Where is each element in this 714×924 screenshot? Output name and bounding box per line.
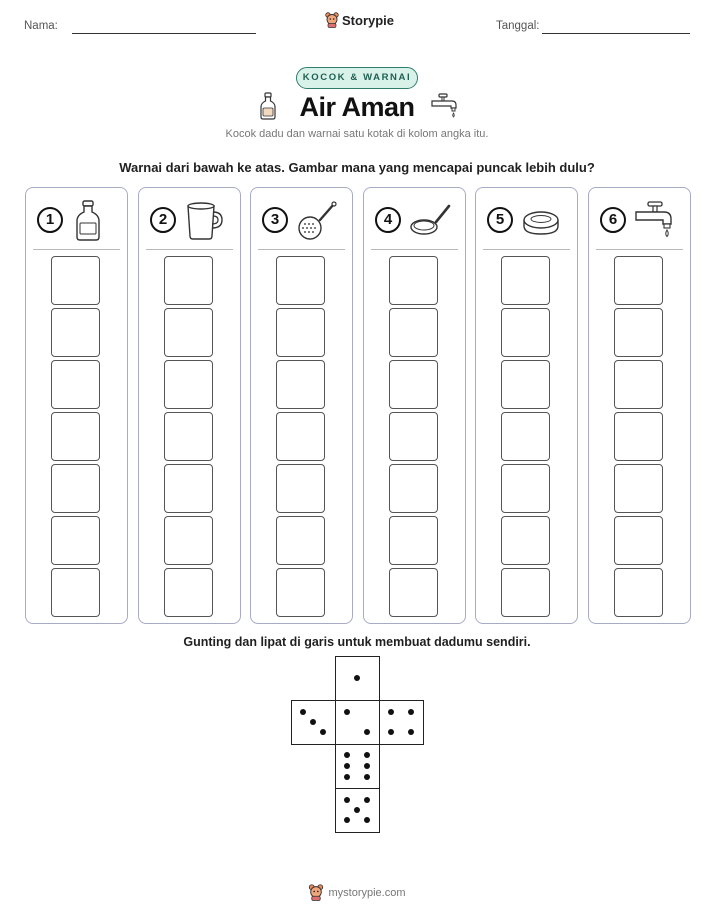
column-header <box>589 188 690 250</box>
die-pip <box>364 763 370 769</box>
cut-instruction: Gunting dan lipat di garis untuk membuat dadumu sendiri. <box>183 635 531 649</box>
footer <box>0 884 714 901</box>
cup-icon <box>184 198 224 242</box>
brand-logo <box>325 12 394 28</box>
color-box[interactable] <box>501 568 550 617</box>
color-box[interactable] <box>164 568 213 617</box>
date-line[interactable] <box>542 33 690 34</box>
column-4 <box>363 187 466 624</box>
color-box[interactable] <box>614 516 663 565</box>
die-pip <box>354 675 360 681</box>
color-box[interactable] <box>276 256 325 305</box>
color-box[interactable] <box>51 464 100 513</box>
name-label: Nama: <box>24 20 58 32</box>
die-pip <box>354 807 360 813</box>
color-box[interactable] <box>276 568 325 617</box>
frying-pan-icon <box>409 198 451 242</box>
column-divider <box>483 249 570 250</box>
column-number: 2 <box>150 207 176 233</box>
color-box[interactable] <box>501 360 550 409</box>
color-box[interactable] <box>614 464 663 513</box>
color-box[interactable] <box>164 516 213 565</box>
color-box[interactable] <box>614 256 663 305</box>
column-divider <box>146 249 233 250</box>
box-stack <box>276 256 325 620</box>
color-box[interactable] <box>276 308 325 357</box>
color-box[interactable] <box>164 464 213 513</box>
color-box[interactable] <box>501 412 550 461</box>
color-box[interactable] <box>614 568 663 617</box>
color-box[interactable] <box>501 464 550 513</box>
faucet-icon <box>430 92 458 118</box>
die-pip <box>344 752 350 758</box>
color-box[interactable] <box>51 516 100 565</box>
die-pip <box>320 729 326 735</box>
color-box[interactable] <box>389 308 438 357</box>
die-face-three <box>291 700 336 745</box>
color-box[interactable] <box>501 308 550 357</box>
bear-logo-icon <box>325 12 339 28</box>
color-box[interactable] <box>614 308 663 357</box>
box-stack <box>614 256 663 620</box>
page-subtitle: Kocok dadu dan warnai satu kotak di kolom angka itu. <box>225 128 489 140</box>
color-box[interactable] <box>276 360 325 409</box>
color-box[interactable] <box>501 256 550 305</box>
color-box[interactable] <box>164 412 213 461</box>
die-pip <box>300 709 306 715</box>
color-box[interactable] <box>276 412 325 461</box>
column-divider <box>258 249 345 250</box>
die-pip <box>408 729 414 735</box>
column-1 <box>25 187 128 624</box>
column-divider <box>33 249 120 250</box>
die-face-six <box>335 744 380 789</box>
die-pip <box>388 729 394 735</box>
color-box[interactable] <box>389 360 438 409</box>
die-pip <box>344 797 350 803</box>
box-stack <box>164 256 213 620</box>
category-badge: KOCOK & WARNAI <box>296 67 418 89</box>
column-divider <box>371 249 458 250</box>
box-stack <box>501 256 550 620</box>
column-number: 6 <box>600 207 626 233</box>
column-header <box>26 188 127 250</box>
die-pip <box>344 763 350 769</box>
column-2 <box>138 187 241 624</box>
column-divider <box>596 249 683 250</box>
die-face-one <box>335 656 380 701</box>
die-pip <box>364 774 370 780</box>
color-box[interactable] <box>389 412 438 461</box>
footer-website[interactable]: mystorypie.com <box>328 886 406 899</box>
brand-name: Storypie <box>342 12 395 28</box>
die-pip <box>344 709 350 715</box>
die-pip <box>364 752 370 758</box>
color-box[interactable] <box>51 412 100 461</box>
name-line[interactable] <box>72 33 256 34</box>
die-pip <box>364 797 370 803</box>
color-box[interactable] <box>164 256 213 305</box>
column-number: 1 <box>37 207 63 233</box>
color-box[interactable] <box>389 568 438 617</box>
color-box[interactable] <box>164 360 213 409</box>
column-header <box>364 188 465 250</box>
bottle-icon <box>71 198 105 242</box>
die-pip <box>364 817 370 823</box>
column-3 <box>250 187 353 624</box>
bear-logo-icon <box>308 884 324 901</box>
color-box[interactable] <box>501 516 550 565</box>
box-stack <box>51 256 100 620</box>
die-pip <box>310 719 316 725</box>
color-box[interactable] <box>389 464 438 513</box>
column-number: 3 <box>262 207 288 233</box>
column-6 <box>588 187 691 624</box>
die-pip <box>344 817 350 823</box>
die-pip <box>408 709 414 715</box>
box-stack <box>389 256 438 620</box>
color-box[interactable] <box>614 360 663 409</box>
color-box[interactable] <box>51 568 100 617</box>
strainer-icon <box>296 198 338 242</box>
date-label: Tanggal: <box>496 20 540 32</box>
faucet-icon <box>634 198 674 242</box>
color-box[interactable] <box>276 464 325 513</box>
color-box[interactable] <box>51 308 100 357</box>
page-title: Air Aman <box>299 92 415 122</box>
column-5 <box>475 187 578 624</box>
column-header <box>476 188 577 250</box>
color-box[interactable] <box>614 412 663 461</box>
column-number: 4 <box>375 207 401 233</box>
die-pip <box>344 774 350 780</box>
die-face-five <box>335 788 380 833</box>
column-header <box>251 188 352 250</box>
color-box[interactable] <box>276 516 325 565</box>
column-number: 5 <box>487 207 513 233</box>
color-box[interactable] <box>51 360 100 409</box>
die-pip <box>364 729 370 735</box>
soap-icon <box>521 198 561 242</box>
color-box[interactable] <box>51 256 100 305</box>
die-pip <box>388 709 394 715</box>
color-box[interactable] <box>164 308 213 357</box>
die-face-two <box>335 700 380 745</box>
die-face-four <box>379 700 424 745</box>
instruction-text: Warnai dari bawah ke atas. Gambar mana yang mencapai puncak lebih dulu? <box>119 160 595 175</box>
color-box[interactable] <box>389 256 438 305</box>
column-header <box>139 188 240 250</box>
color-box[interactable] <box>389 516 438 565</box>
